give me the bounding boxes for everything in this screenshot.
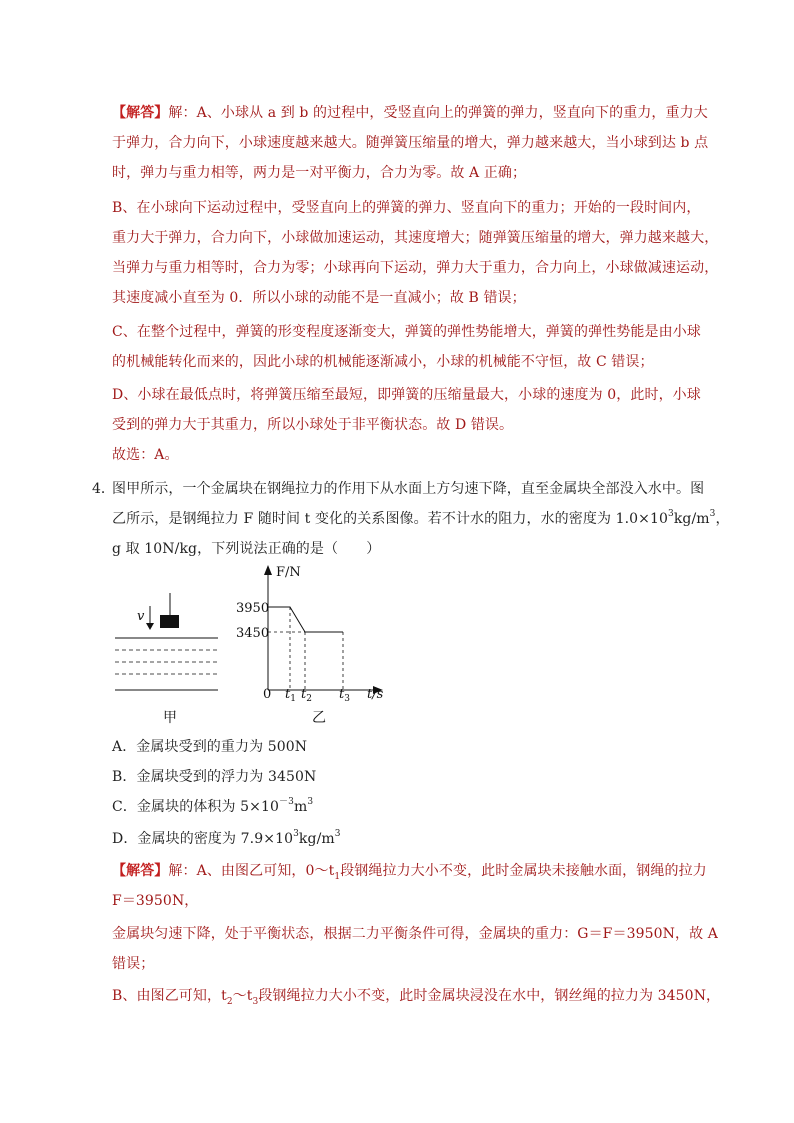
prev-solution-b-line: 其速度减小直至为 0．所以小球的动能不是一直减小；故 B 错误；	[112, 290, 526, 306]
prev-solution-c-line: C、在整个过程中，弹簧的形变程度逐渐变大，弹簧的弹性势能增大，弹簧的弹性势能是由小球	[112, 324, 701, 340]
y-tick-label: 3950	[236, 601, 270, 616]
x-axis-label: t/s	[367, 687, 384, 702]
option-a: A．金属块受到的重力为 500N	[112, 739, 308, 755]
force-series-line	[268, 607, 343, 632]
question-stem-line: 图甲所示，一个金属块在钢绳拉力的作用下从水面上方匀速下降，直至金属块全部没入水中。图	[112, 481, 705, 497]
y-axis-label: F/N	[276, 565, 301, 580]
prev-solution-a-line: 于弹力，合力向下，小球速度越来越大。随弹簧压缩量的增大，弹力越来越大，当小球到达 b 点	[112, 135, 709, 151]
question-number: 4．	[92, 481, 115, 497]
solution4-a-line3: 金属块匀速下降，处于平衡状态，根据二力平衡条件可得，金属块的重力：G＝F＝3950N，故 A	[112, 926, 718, 942]
solution4-b-line1: B、由图乙可知，$t_2\sim t_3$段钢绳拉力大小不变，此时金属块浸没在水中，钢丝绳的拉力为 3450N，	[112, 988, 721, 1007]
solution-tag: 【解答】	[112, 863, 169, 879]
arrowhead-icon	[146, 623, 154, 630]
y-axis-arrow-icon	[264, 565, 272, 575]
t1-label: $t_1$	[285, 687, 296, 704]
figure-jia	[115, 593, 218, 726]
solution4-a-line1: 【解答】解：A、由图乙可知，$0\sim t_1$段钢绳拉力大小不变，此时金属块未接触水面，钢绳的拉力	[112, 863, 707, 882]
option-c: C．金属块的体积为 $5\times 10^{-3}m^3$	[112, 797, 314, 815]
question-stem-line: g 取 10N/kg，下列说法正确的是（ ）	[112, 541, 381, 557]
figure-yi	[236, 565, 384, 726]
prev-solution-c-line: 的机械能转化而来的，因此小球的机械能逐渐减小，小球的机械能不守恒，故 C 错误；	[112, 354, 654, 370]
solution-tag: 【解答】	[112, 105, 169, 121]
figure-caption-yi: 乙	[312, 710, 326, 726]
prev-solution-d-line: D、小球在最低点时，将弹簧压缩至最短，即弹簧的压缩量最大，小球的速度为 0，此时，小球	[112, 387, 701, 403]
solution4-a-line2: F＝3950N，	[112, 893, 199, 909]
question-figure	[110, 560, 410, 735]
prev-solution-a-line: 时，弹力与重力相等，两力是一对平衡力，合力为零。故 A 正确；	[112, 165, 527, 181]
t3-label: $t_3$	[339, 687, 350, 704]
y-tick-label: 3450	[236, 626, 270, 641]
prev-solution-b-line: 当弹力与重力相等时，合力为零；小球再向下运动，弹力大于重力，合力向上，小球做减速运动，	[112, 260, 719, 276]
prev-solution-intro: 【解答】解：A、小球从 a 到 b 的过程中，受竖直向上的弹簧的弹力，竖直向下的重力，重力大	[112, 105, 708, 121]
solution4-a-line4: 错误；	[112, 956, 155, 972]
option-d: D．金属块的密度为 $7.9\times 10^3kg/m^3$	[112, 829, 341, 847]
prev-solution-d-line: 受到的弹力大于其重力，所以小球处于非平衡状态。故 D 错误。	[112, 417, 514, 433]
metal-block-icon	[160, 615, 179, 628]
prev-solution-answer: 故选：A。	[112, 447, 179, 463]
t2-label: $t_2$	[301, 687, 312, 704]
prev-solution-b-line: 重力大于弹力，合力向下，小球做加速运动，其速度增大；随弹簧压缩量的增大，弹力越来越大，	[112, 230, 719, 246]
figure-caption-jia: 甲	[163, 710, 177, 726]
option-b: B．金属块受到的浮力为 3450N	[112, 769, 317, 785]
question-stem-line: 乙所示，是钢绳拉力 F 随时间 t 变化的关系图像。若不计水的阻力，水的密度为 $1.0\times 10^3kg/m^3$，	[112, 509, 730, 527]
origin-label: 0	[263, 687, 272, 702]
prev-solution-b-line: B、在小球向下运动过程中，受竖直向上的弹簧的弹力、竖直向下的重力；开始的一段时间内，	[112, 200, 701, 216]
velocity-label: v	[137, 609, 145, 624]
